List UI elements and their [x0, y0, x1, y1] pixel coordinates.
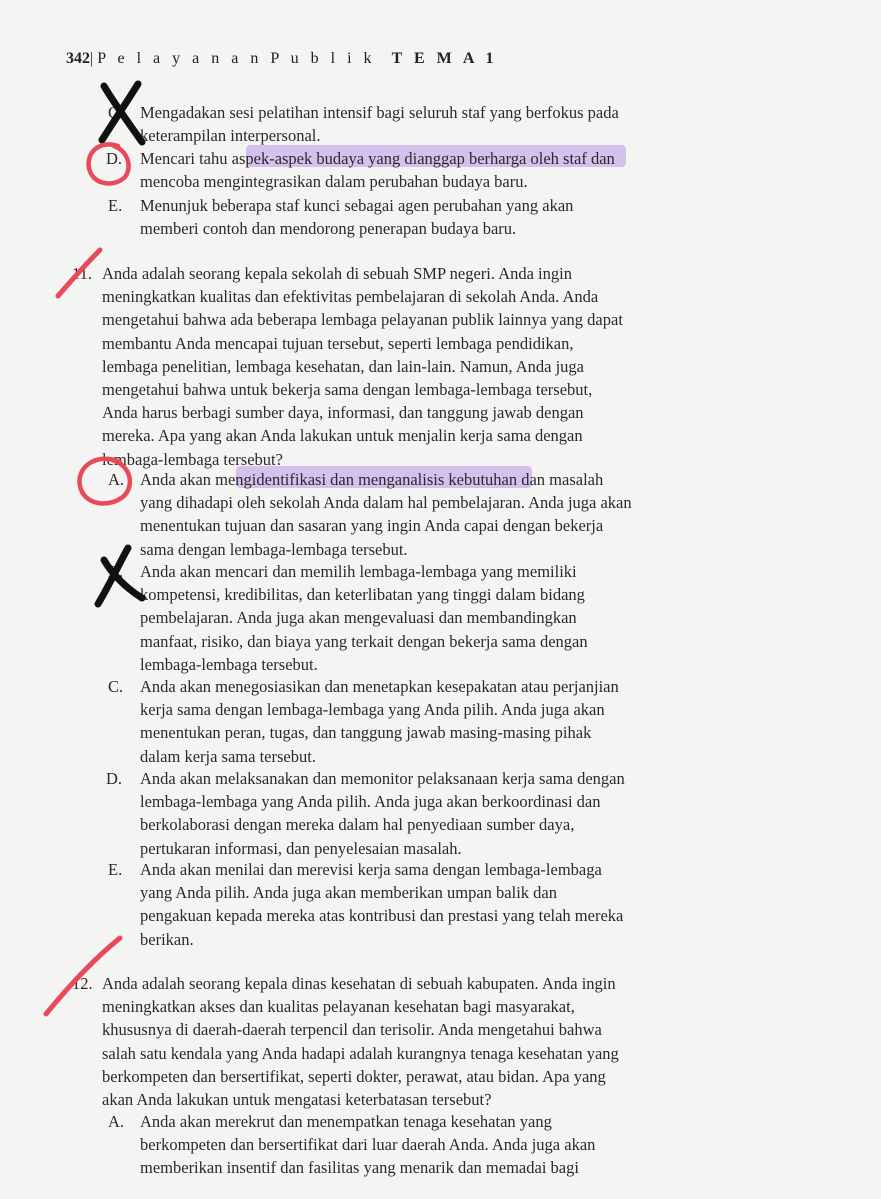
text-line: kompetensi, kredibilitas, dan keterlibatan yang tinggi dalam bidang: [140, 585, 585, 605]
question-12-stem: [102, 972, 734, 1111]
text-line: Anda adalah seorang kepala dinas kesehatan di sebuah kabupaten. Anda ingin: [102, 974, 616, 993]
prev-option-c-letter: C.: [108, 103, 124, 122]
q12-option-a: [140, 1110, 734, 1180]
text-line: meningkatkan kualitas dan efektivitas pembelajaran di sekolah Anda. Anda: [102, 287, 599, 307]
text-line: mencoba mengintegrasikan dalam perubahan budaya baru.: [140, 172, 528, 192]
question-11-stem: [102, 262, 734, 471]
q11-option-c-letter: C.: [108, 677, 124, 696]
q11-option-e-letter: E.: [108, 860, 123, 879]
text-line: salah satu kendala yang Anda hadapi adalah kurangnya tenaga kesehatan yang: [102, 1043, 619, 1063]
text-line: Anda harus berbagi sumber daya, informasi, dan tanggung jawab dengan: [102, 403, 584, 423]
q11-option-e: [140, 858, 734, 951]
question-12-number: 12.: [72, 974, 93, 993]
text-line: yang Anda pilih. Anda juga akan memberikan umpan balik dan: [140, 883, 557, 903]
text-line: lembaga-lembaga tersebut.: [140, 654, 318, 674]
text-line: lembaga-lembaga tersebut?: [102, 449, 283, 469]
text-line: berikan.: [140, 929, 194, 949]
text-line: Mengadakan sesi pelatihan intensif bagi seluruh staf yang berfokus pada: [140, 103, 619, 122]
text-line: Anda akan melaksanakan dan memonitor pelaksanaan kerja sama dengan: [140, 769, 625, 788]
text-line: manfaat, risiko, dan biaya yang terkait dengan bekerja sama dengan: [140, 631, 588, 651]
page-number: 342: [66, 50, 90, 67]
text-line: memberikan insentif dan fasilitas yang menarik dan memadai bagi: [140, 1158, 579, 1178]
q11-option-d: [140, 767, 734, 860]
q11-option-a-letter: A.: [108, 470, 125, 489]
text-line: meningkatkan akses dan kualitas pelayanan kesehatan bagi masyarakat,: [102, 997, 575, 1017]
prev-option-e-letter: E.: [108, 196, 123, 215]
text-line: Anda akan mengidentifikasi dan menganalisis kebutuhan dan masalah: [140, 470, 604, 489]
text-line: menentukan tujuan dan sasaran yang ingin Anda capai dengan bekerja: [140, 516, 604, 536]
text-line: yang dihadapi oleh sekolah Anda dalam hal pembelajaran. Anda juga akan: [140, 493, 632, 513]
prev-option-d: [140, 147, 734, 193]
text-line: berkompeten dan bersertifikat dari luar daerah Anda. Anda juga akan: [140, 1135, 596, 1155]
text-line: mengetahui bahwa untuk bekerja sama dengan lembaga-lembaga tersebut,: [102, 380, 593, 400]
text-line: Anda akan menegosiasikan dan menetapkan kesepakatan atau perjanjian: [140, 677, 619, 696]
theme-label: T E M A 1: [391, 50, 498, 67]
text-line: sama dengan lembaga-lembaga tersebut.: [140, 539, 408, 559]
question-11-number: 11.: [72, 264, 93, 283]
text-line: Mencari tahu aspek-aspek budaya yang dianggap berharga oleh staf dan: [140, 149, 615, 168]
q11-option-b: [140, 560, 734, 676]
book-title: P e l a y a n a n P u b l i k: [97, 50, 376, 67]
text-line: menentukan peran, tugas, dan tanggung jawab masing-masing pihak: [140, 723, 592, 743]
text-line: mengetahui bahwa ada beberapa lembaga pelayanan publik lainnya yang dapat: [102, 310, 623, 330]
text-line: lembaga penelitian, lembaga kesehatan, dan lain-lain. Namun, Anda juga: [102, 356, 584, 376]
text-line: membantu Anda mencapai tujuan tersebut, seperti lembaga pendidikan,: [102, 333, 574, 353]
prev-option-c: [140, 101, 734, 147]
q11-option-b-letter: B.: [108, 562, 124, 581]
q11-option-c: [140, 675, 734, 768]
text-line: Anda akan menilai dan merevisi kerja sama dengan lembaga-lembaga: [140, 860, 602, 879]
prev-option-d-letter: D.: [106, 149, 123, 168]
prev-option-e: [140, 194, 734, 240]
header-separator: |: [90, 50, 98, 67]
text-line: Menunjuk beberapa staf kunci sebagai agen perubahan yang akan: [140, 196, 574, 215]
page-header: [66, 50, 498, 68]
text-line: berkompeten dan bersertifikat, seperti dokter, perawat, atau bidan. Apa yang: [102, 1066, 606, 1086]
text-line: lembaga-lembaga yang Anda pilih. Anda juga akan berkoordinasi dan: [140, 792, 601, 812]
text-line: Anda akan merekrut dan menempatkan tenaga kesehatan yang: [140, 1112, 552, 1131]
text-line: memberi contoh dan mendorong penerapan budaya baru.: [140, 219, 517, 239]
text-line: khususnya di daerah-daerah terpencil dan terisolir. Anda mengetahui bahwa: [102, 1020, 602, 1040]
q11-option-d-letter: D.: [106, 769, 123, 788]
text-line: pertukaran informasi, dan penyelesaian masalah.: [140, 838, 462, 858]
text-line: akan Anda lakukan untuk mengatasi keterbatasan tersebut?: [102, 1090, 492, 1110]
q12-option-a-letter: A.: [108, 1112, 125, 1131]
text-line: berkolaborasi dengan mereka dalam hal penyediaan sumber daya,: [140, 815, 575, 835]
text-line: mereka. Apa yang akan Anda lakukan untuk menjalin kerja sama dengan: [102, 426, 583, 446]
text-line: Anda adalah seorang kepala sekolah di sebuah SMP negeri. Anda ingin: [102, 264, 572, 283]
q11-option-a: [140, 468, 734, 561]
text-line: keterampilan interpersonal.: [140, 126, 321, 146]
text-line: pembelajaran. Anda juga akan mengevaluasi dan membandingkan: [140, 608, 577, 628]
text-line: Anda akan mencari dan memilih lembaga-lembaga yang memiliki: [140, 562, 577, 581]
text-line: kerja sama dengan lembaga-lembaga yang Anda pilih. Anda juga akan: [140, 700, 605, 720]
text-line: pengakuan kepada mereka atas kontribusi dan prestasi yang telah mereka: [140, 906, 624, 926]
text-line: dalam kerja sama tersebut.: [140, 746, 316, 766]
